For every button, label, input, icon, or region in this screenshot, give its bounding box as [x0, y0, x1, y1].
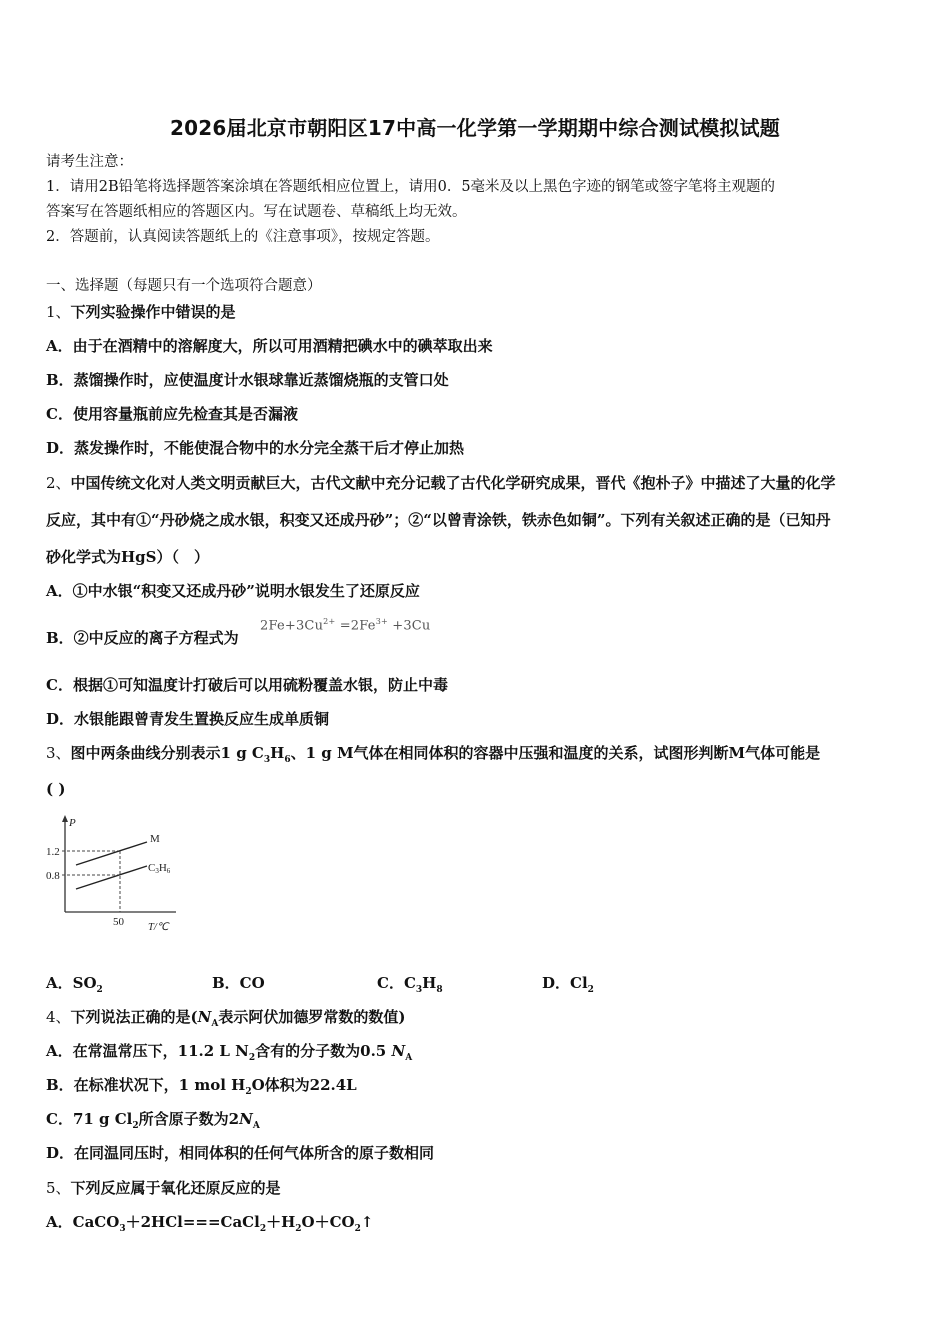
question-3-paren: ( ): [46, 780, 66, 798]
notice-item-1-line-1: 1．请用2B铅笔将选择题答案涂填在答题纸相应位置上，请用0．5毫米及以上黑色字迹的钢笔或签字笔将主观题的: [46, 179, 776, 195]
q1-option-c: C．使用容量瓶前应先检查其是否漏液: [46, 405, 298, 423]
x-axis-label: T/℃: [148, 922, 169, 933]
question-text: 下列实验操作中错误的是: [70, 303, 236, 321]
y-tick-low: 0.8: [46, 870, 60, 882]
q3-option-a: [46, 972, 103, 995]
subscript: 2: [248, 1053, 256, 1063]
question-text: 下列说法正确的是(: [70, 1008, 198, 1026]
q3-option-c: [377, 972, 443, 995]
option-text: C．71 g Cl: [46, 1110, 133, 1128]
x-tick: 50: [113, 916, 124, 928]
subscript: 6: [284, 755, 291, 765]
question-number: 3、: [46, 744, 71, 762]
subscript: A: [252, 1121, 260, 1131]
option-text: O＋CO: [301, 1213, 355, 1231]
subscript: 8: [436, 985, 443, 995]
notice-item-2: 2．答题前，认真阅读答题纸上的《注意事项》，按规定答题。: [46, 229, 440, 245]
q4-option-b: [46, 1074, 357, 1097]
constant-symbol: N: [391, 1042, 406, 1060]
subscript: 3: [263, 755, 271, 765]
q4-option-c: [46, 1108, 260, 1131]
question-text: 中国传统文化对人类文明贡献巨大，古代文献中充分记载了古代化学研究成果，晋代《抱朴子》中描述了大量的化学: [70, 474, 836, 492]
option-text: C．C: [377, 974, 416, 992]
question-1-stem: [46, 301, 236, 322]
y-axis-label: P: [69, 817, 76, 829]
page-title: 2026届北京市朝阳区17中高一化学第一学期期中综合测试模拟试题: [170, 116, 780, 140]
constant-symbol: N: [197, 1008, 212, 1026]
q4-option-a: [46, 1040, 412, 1063]
label-subscript: 6: [166, 867, 171, 875]
equation-part: 2Fe+3Cu: [260, 618, 324, 634]
question-2-line-3: 砂化学式为HgS）（ ）: [46, 548, 209, 566]
question-4-stem: [46, 1006, 405, 1029]
equation-charge: 2+: [323, 617, 336, 626]
question-2-line-1: [46, 472, 836, 493]
q1-option-a: A．由于在酒精中的溶解度大，所以可用酒精把碘水中的碘萃取出来: [46, 337, 493, 355]
question-2-line-2: 反应，其中有①“丹砂烧之成水银，积变又还成丹砂”；②“以曾青涂铁，铁赤色如铜”。下列有关叙述正确的是（已知丹: [46, 511, 831, 529]
option-text: ＋H: [266, 1213, 296, 1231]
question-3-stem: [46, 742, 820, 765]
subscript: 2: [96, 985, 103, 995]
q3-option-d: [542, 972, 594, 995]
question-number: 1、: [46, 303, 71, 321]
option-text: ↑: [360, 1213, 374, 1231]
q3-option-b: B．CO: [212, 974, 265, 992]
option-text: H: [422, 974, 437, 992]
equation-part: =2Fe: [335, 618, 376, 634]
subscript: 2: [295, 1224, 302, 1234]
subscript: 2: [587, 985, 594, 995]
q2-option-a: A．①中水银“积变又还成丹砂”说明水银发生了还原反应: [46, 582, 420, 600]
option-text: B．在标准状况下，1 mol H: [46, 1076, 246, 1094]
q1-option-d: D．蒸发操作时，不能使混合物中的水分完全蒸干后才停止加热: [46, 439, 465, 457]
option-text: A．SO: [46, 974, 97, 992]
option-text: O体积为22.4L: [251, 1076, 357, 1094]
equation-part: +3Cu: [387, 618, 431, 634]
section-heading: 一、选择题（每题只有一个选项符合题意）: [46, 278, 322, 294]
subscript: A: [405, 1053, 413, 1063]
question-number: 5、: [46, 1179, 71, 1197]
subscript: A: [211, 1019, 219, 1029]
subscript: 2: [132, 1121, 139, 1131]
option-text: 所含原子数为2: [138, 1110, 240, 1128]
q1-option-b: B．蒸馏操作时，应使温度计水银球靠近蒸馏烧瓶的支管口处: [46, 371, 449, 389]
label-subscript: 3: [155, 867, 159, 875]
subscript: 2: [354, 1224, 361, 1234]
label-part: C: [148, 862, 156, 874]
subscript: 3: [415, 985, 423, 995]
pressure-temperature-graph: [44, 812, 180, 934]
question-text: 下列反应属于氧化还原反应的是: [70, 1179, 281, 1197]
question-text: 图中两条曲线分别表示1 g C: [70, 744, 264, 762]
option-text: ＋2HCl===CaCl: [125, 1213, 260, 1231]
q2-option-d: D．水银能跟曾青发生置换反应生成单质铜: [46, 710, 330, 728]
constant-symbol: N: [239, 1110, 253, 1128]
question-5-stem: [46, 1177, 281, 1198]
option-text: D．Cl: [542, 974, 588, 992]
notice-heading: 请考生注意：: [46, 154, 133, 170]
question-number: 2、: [46, 474, 71, 492]
label-part: H: [158, 862, 167, 874]
question-number: 4、: [46, 1008, 71, 1026]
q2-option-b-equation: [260, 617, 431, 633]
q4-option-d: D．在同温同压时，相同体积的任何气体所含的原子数相同: [46, 1144, 435, 1162]
subscript: 2: [245, 1087, 252, 1097]
subscript: 2: [259, 1224, 267, 1234]
curve-m-label: M: [150, 833, 160, 845]
notice-item-1-line-2: 答案写在答题纸相应的答题区内。写在试题卷、草稿纸上均无效。: [46, 204, 467, 220]
y-tick-high: 1.2: [46, 846, 60, 858]
option-text: 含有的分子数为0.5: [255, 1042, 392, 1060]
question-text: 表示阿伏加德罗常数的数值): [218, 1008, 406, 1026]
question-text: H: [270, 744, 285, 762]
option-text: A．CaCO: [46, 1213, 120, 1231]
q5-option-a: [46, 1211, 373, 1234]
question-text: 、1 g M气体在相同体积的容器中压强和温度的关系，试图形判断M气体可能是: [290, 744, 821, 762]
q2-option-c: C．根据①可知温度计打破后可以用硫粉覆盖水银，防止中毒: [46, 676, 448, 694]
q2-option-b: B．②中反应的离子方程式为: [46, 629, 239, 647]
option-text: A．在常温常压下，11.2 L N: [46, 1042, 249, 1060]
equation-charge: 3+: [375, 617, 388, 626]
subscript: 3: [119, 1224, 126, 1234]
